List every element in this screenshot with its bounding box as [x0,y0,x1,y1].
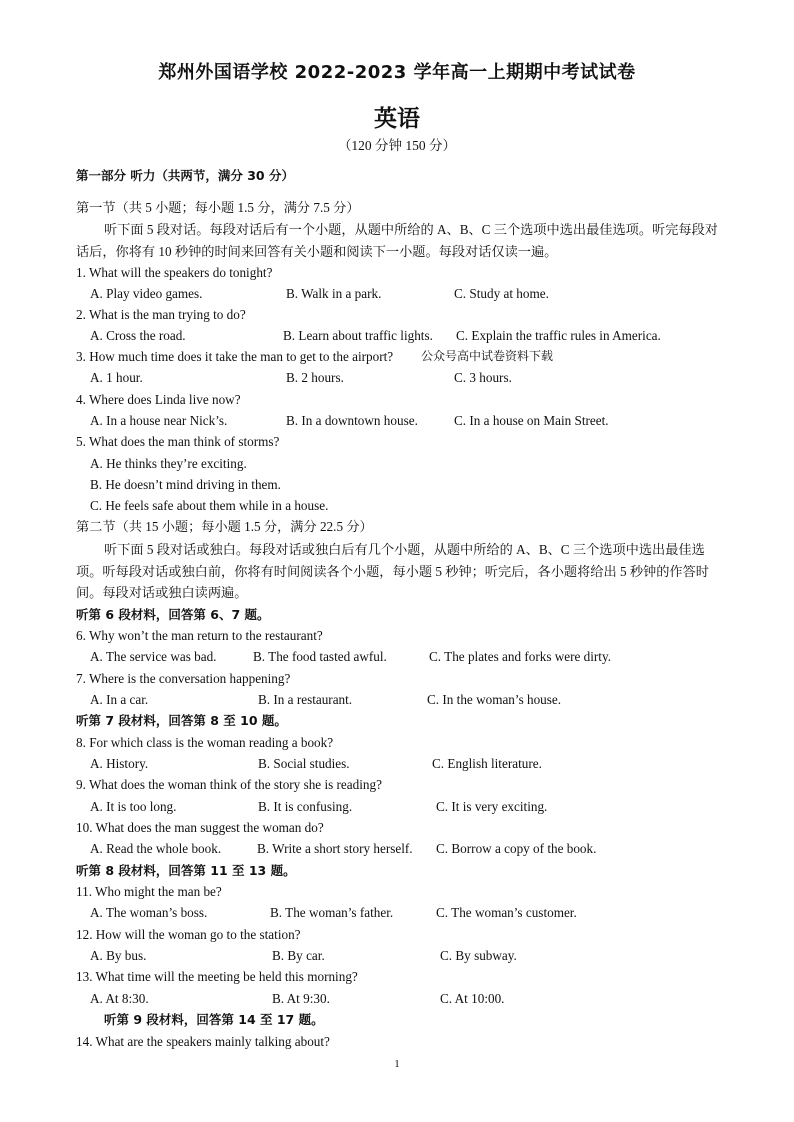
question-6: 6. Why won’t the man return to the restaurant? [76,628,323,643]
q8-option-b: B. Social studies. [258,756,350,771]
q8-option-c: C. English literature. [432,756,542,771]
q2-option-c: C. Explain the traffic rules in America. [456,328,661,343]
page-number: 1 [394,1058,400,1070]
q11-option-b: B. The woman’s father. [270,905,394,920]
q13-option-c: C. At 10:00. [440,991,505,1006]
section1-heading: 第一节（共 5 小题；每小题 1.5 分，满分 7.5 分） [76,200,360,215]
material-6-heading: 听第 6 段材料，回答第 6、7 题。 [76,607,270,622]
part1-heading: 第一部分 听力（共两节，满分 30 分） [76,168,294,183]
q8-option-a: A. History. [90,756,149,771]
q2-option-b: B. Learn about traffic lights. [283,328,433,343]
q4-option-a: A. In a house near Nick’s. [90,413,228,428]
q1-option-a: A. Play video games. [90,286,203,301]
q9-option-a: A. It is too long. [90,799,177,814]
q10-option-a: A. Read the whole book. [90,841,222,856]
question-8: 8. For which class is the woman reading a book? [76,735,334,750]
q13-option-a: A. At 8:30. [90,991,149,1006]
q9-option-c: C. It is very exciting. [436,799,548,814]
q13-option-b: B. At 9:30. [272,991,330,1006]
q12-option-c: C. By subway. [440,948,517,963]
question-13: 13. What time will the meeting be held this morning? [76,969,358,984]
q7-option-b: B. In a restaurant. [258,692,353,707]
question-7: 7. Where is the conversation happening? [76,671,291,686]
q9-option-b: B. It is confusing. [258,799,353,814]
q6-option-a: A. The service was bad. [90,649,217,664]
section2-heading: 第二节（共 15 小题；每小题 1.5 分，满分 22.5 分） [76,519,373,534]
q4-option-c: C. In a house on Main Street. [454,413,609,428]
question-14: 14. What are the speakers mainly talking about? [76,1034,330,1049]
question-9: 9. What does the woman think of the story she is reading? [76,777,382,792]
question-10: 10. What does the man suggest the woman do? [76,820,324,835]
question-1: 1. What will the speakers do tonight? [76,265,273,280]
question-3: 3. How much time does it take the man to get to the airport? [76,349,394,364]
question-11: 11. Who might the man be? [76,884,222,899]
q3-option-c: C. 3 hours. [454,370,512,385]
material-7-heading: 听第 7 段材料，回答第 8 至 10 题。 [76,713,287,728]
question-4: 4. Where does Linda live now? [76,392,241,407]
q11-option-a: A. The woman’s boss. [90,905,208,920]
q12-option-a: A. By bus. [90,948,147,963]
q6-option-b: B. The food tasted awful. [253,649,387,664]
q10-option-c: C. Borrow a copy of the book. [436,841,597,856]
section1-instruction: 听下面 5 段对话。每段对话后有一个小题，从题中所给的 A、B、C 三个选项中选出最佳选项。听完每段对话后，你将有 10 秒钟的时间来回答有关小题和阅读下一小题。每段对话仅读一遍。 [76,222,718,259]
q4-option-b: B. In a downtown house. [286,413,418,428]
q5-option-b: B. He doesn’t mind driving in them. [90,477,281,492]
q7-option-a: A. In a car. [90,692,149,707]
question-5: 5. What does the man think of storms? [76,434,280,449]
q1-option-c: C. Study at home. [454,286,549,301]
question-2: 2. What is the man trying to do? [76,307,246,322]
q3-option-b: B. 2 hours. [286,370,344,385]
q1-option-b: B. Walk in a park. [286,286,382,301]
q2-option-a: A. Cross the road. [90,328,186,343]
subject-title: 英语 [374,106,420,132]
page-title: 郑州外国语学校 2022-2023 学年高一上期期中考试试卷 [158,62,636,83]
q7-option-c: C. In the woman’s house. [427,692,562,707]
material-9-heading: 听第 9 段材料，回答第 14 至 17 题。 [104,1012,324,1027]
watermark-text: 公众号高中试卷资料下载 [421,349,554,363]
q11-option-c: C. The woman’s customer. [436,905,577,920]
q10-option-b: B. Write a short story herself. [257,841,413,856]
question-12: 12. How will the woman go to the station? [76,927,301,942]
q5-option-a: A. He thinks they’re exciting. [90,456,247,471]
material-8-heading: 听第 8 段材料，回答第 11 至 13 题。 [76,863,296,878]
q3-option-a: A. 1 hour. [90,370,143,385]
section2-instruction: 听下面 5 段对话或独白。每段对话或独白后有几个小题，从题中所给的 A、B、C 三个选项中选出最佳选项。听每段对话或独白前，你将有时间阅读各个小题，每小题 5 秒钟；听完后，各小题将给出 5 秒钟的作答时间。每段对话或独白读两遍。 [76,542,709,600]
q12-option-b: B. By car. [272,948,325,963]
q6-option-c: C. The plates and forks were dirty. [429,649,612,664]
q5-option-c: C. He feels safe about them while in a house. [90,498,329,513]
exam-duration: （120 分钟 150 分） [337,138,457,153]
